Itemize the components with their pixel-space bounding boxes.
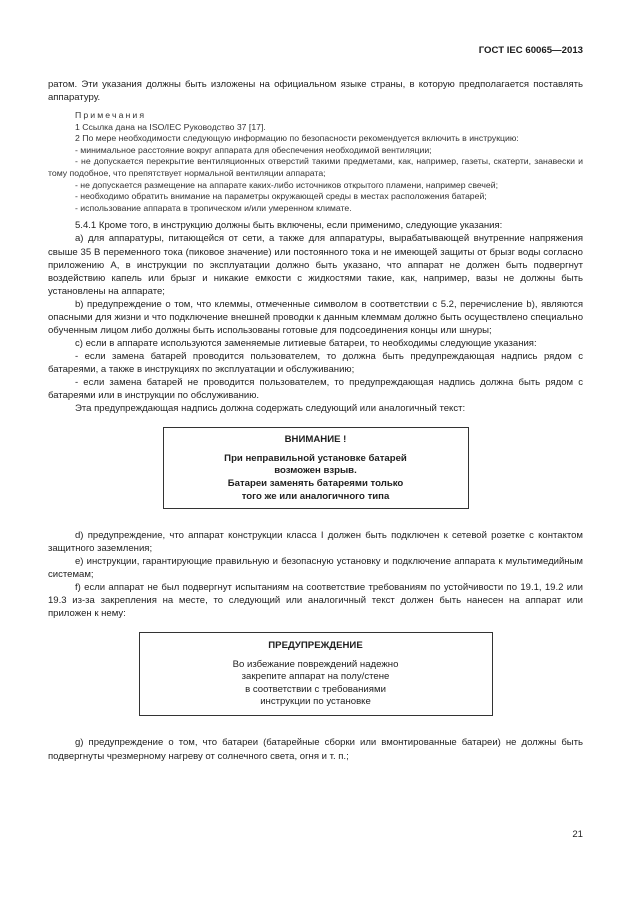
item-b: b) предупреждение о том, что клеммы, отмеченные символом в соответствии с 5.2, перечисление b), являются опасными для жизни и что подключение внешней проводки к данным клеммам должно быть осуществлено специально обученным лицом либо должны быть использованы готовые для подсоединения концы или шнуры; [48,298,583,336]
warning-box-line: Батареи заменять батареями только [227,477,404,489]
note-2-item: - необходимо обратить внимание на параметры окружающей среды в местах расположения батарей; [75,191,487,202]
warning-box-line: При неправильной установке батарей [224,452,407,464]
caution-box-line: закрепите аппарат на полу/стене [241,671,390,683]
caution-box [139,632,493,716]
caution-box-line: инструкции по установке [260,696,371,708]
note-2-item: - не допускается размещение на аппарате каких-либо источников открытого пламени, например свечей; [75,179,499,190]
caution-box-line: Во избежание повреждений надежно [232,658,399,670]
warning-box [163,427,469,509]
warning-box-line: возможен взрыв. [274,465,357,477]
notes-section [48,110,583,214]
item-d: d) предупреждение, что аппарат конструкции класса I должен быть подключен к сетевой розетке с контактом защитного заземления; [48,530,583,555]
paragraph-continuation: ратом. Эти указания должны быть изложены на официальном языке страны, в которую предполагается поставлять аппаратуру. [48,79,583,104]
caution-box-line: в соответствии с требованиями [245,683,386,695]
item-c-sub-2: - если замена батарей не проводится пользователем, то предупреждающая надпись должна быть рядом с батареями или в инструкции по обслуживанию. [48,377,583,402]
note-2-item: - минимальное расстояние вокруг аппарата для обеспечения необходимой вентиляции; [75,144,432,155]
note-1: 1 Ссылка дана на ISO/IEC Руководство 37 [17]. [75,121,266,132]
clause-5-4-1: 5.4.1 Кроме того, в инструкцию должны быть включены, если применимо, следующие указания: [75,220,503,232]
page-number: 21 [572,829,583,840]
document-body [48,78,583,763]
item-a: а) для аппаратуры, питающейся от сети, а также для аппаратуры, вырабатывающей внутренние напряжения свыше 35 В переменного тока (пиковое значение) или постоянного тока и не имеющей защиты от брызг воды согласно приложению А, в инструкции по эксплуатации должно быть указано, что аппарат не должен быть подвергнут воздействию капель или брызг и никакие емкости с жидкостями такие, как, например, вазы не должны быть установлены на аппарате; [48,233,583,297]
caution-box-title: ПРЕДУПРЕЖДЕНИЕ [268,640,363,652]
warning-box-title: ВНИМАНИЕ ! [284,434,347,446]
item-c: с) если в аппарате используются заменяемые литиевые батареи, то необходимы следующие указания: [75,337,537,349]
note-2-item: - использование аппарата в тропическом и/или умеренном климате. [75,202,352,213]
item-c-sub-1: - если замена батарей проводится пользователем, то должна быть предупреждающая надпись рядом с батареями, а также в инструкциях по эксплуатации и обслуживанию; [48,350,583,375]
notes-title: Примечания [75,110,147,121]
note-2-item: - не допускается перекрытие вентиляционных отверстий такими предметами, как, например, газеты, скатерти, занавески и тому подобное, что препятствует нормальной вентиляции аппарата; [48,156,583,179]
item-e: е) инструкции, гарантирующие правильную и безопасную установку и подключение аппарата к мультимедийным системам; [48,556,583,581]
item-g: g) предупреждение о том, что батареи (батарейные сборки или вмонтированные батареи) не должны быть подвергнуты чрезмерному нагреву от солнечного света, огня и т. п.; [48,737,583,762]
item-c-sub-3: Эта предупреждающая надпись должна содержать следующий или аналогичный текст: [75,403,466,415]
item-f: f) если аппарат не был подвергнут испытаниям на соответствие требованиям по устойчивости по 19.1, 19.2 или 19.3 из-за закрепления на месте, то следующий или аналогичный текст должен быть нанесен на аппарат или приложен к нему: [48,582,583,620]
standard-header: ГОСТ IEC 60065—2013 [478,45,583,56]
warning-box-line: того же или аналогичного типа [241,490,390,502]
note-2: 2 По мере необходимости следующую информацию по безопасности рекомендуется включить в инструкцию: [75,133,519,144]
